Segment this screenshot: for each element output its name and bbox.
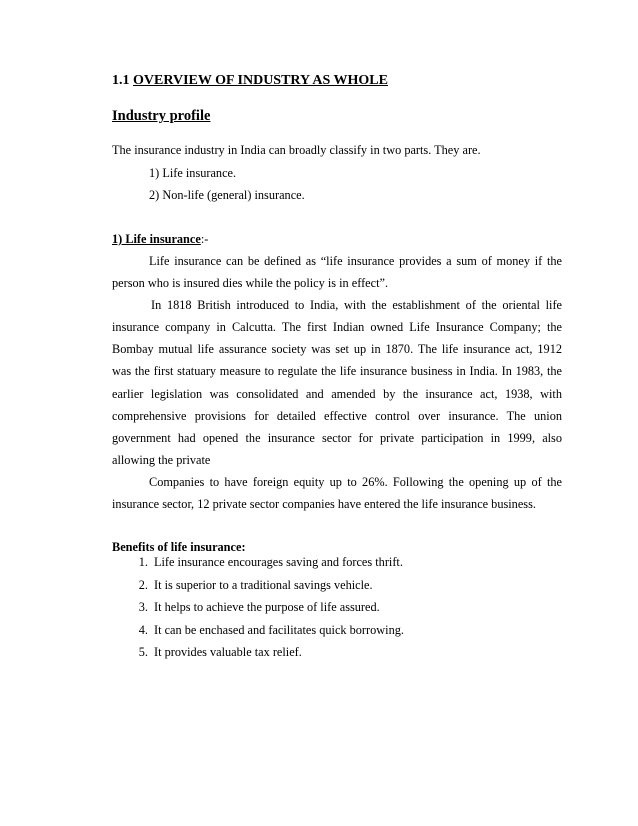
paragraph-line: earlier legislation was consolidated and amended by the insurance act, 1938, with (112, 387, 562, 401)
paragraph-line: was the first statuary measure to regulate the life insurance business in India. In 1983, the (112, 364, 562, 378)
list-item-number: 4. (138, 622, 148, 637)
list-item-text: Life insurance encourages saving and forces thrift. (154, 555, 403, 569)
paragraph-line: comprehensive provisions for detailed effective control over insurance. The union (112, 409, 562, 423)
paragraph-line: government had opened the insurance sector for private participation in 1999, also (112, 431, 562, 445)
paragraph-line: Life insurance can be defined as “life insurance provides a sum of money if the (149, 254, 562, 268)
intro-paragraph: The insurance industry in India can broadly classify in two parts. They are. (112, 143, 481, 157)
list-item-text: It provides valuable tax relief. (154, 645, 302, 659)
list-item (112, 555, 404, 578)
list-item-text: It helps to achieve the purpose of life assured. (154, 600, 380, 614)
paragraph-line: insurance sector, 12 private sector companies have entered the life insurance business. (112, 497, 536, 511)
benefits-title: Benefits of life insurance: (112, 540, 246, 554)
paragraph-line: allowing the private (112, 453, 211, 467)
life-insurance-title-suffix: :- (200, 232, 209, 246)
section-heading (112, 73, 388, 89)
paragraph-line: person who is insured dies while the policy is in effect”. (112, 276, 389, 290)
paragraph-line: Companies to have foreign equity up to 26%. Following the opening up of the (149, 475, 562, 489)
section-heading-text: OVERVIEW OF INDUSTRY AS WHOLE (133, 73, 388, 88)
list-item-text: It can be enchased and facilitates quick borrowing. (154, 622, 404, 637)
part-item: 1) Life insurance. (149, 166, 237, 180)
list-item (112, 578, 404, 601)
benefits-list (112, 555, 404, 668)
list-item-number: 1. (138, 555, 148, 569)
list-item-text: It is superior to a traditional savings vehicle. (154, 577, 373, 592)
paragraph-line: insurance company in Calcutta. The first Indian owned Life Insurance Company; the (112, 320, 562, 334)
subheading: Industry profile (112, 108, 211, 124)
section-number: 1.1 (112, 73, 130, 88)
list-item-number: 2. (138, 577, 148, 592)
list-item (112, 623, 404, 646)
part-item: 2) Non-life (general) insurance. (149, 188, 305, 202)
list-item (112, 645, 404, 668)
paragraph-line: In 1818 British introduced to India, with the establishment of the oriental life (151, 298, 562, 312)
life-insurance-title (112, 232, 208, 247)
list-item (112, 600, 404, 623)
paragraph-line: Bombay mutual life assurance society was set up in 1870. The life insurance act, 1912 (112, 342, 562, 356)
life-insurance-title-text: 1) Life insurance (112, 232, 201, 246)
list-item-number: 3. (138, 600, 148, 614)
list-item-number: 5. (138, 645, 148, 659)
